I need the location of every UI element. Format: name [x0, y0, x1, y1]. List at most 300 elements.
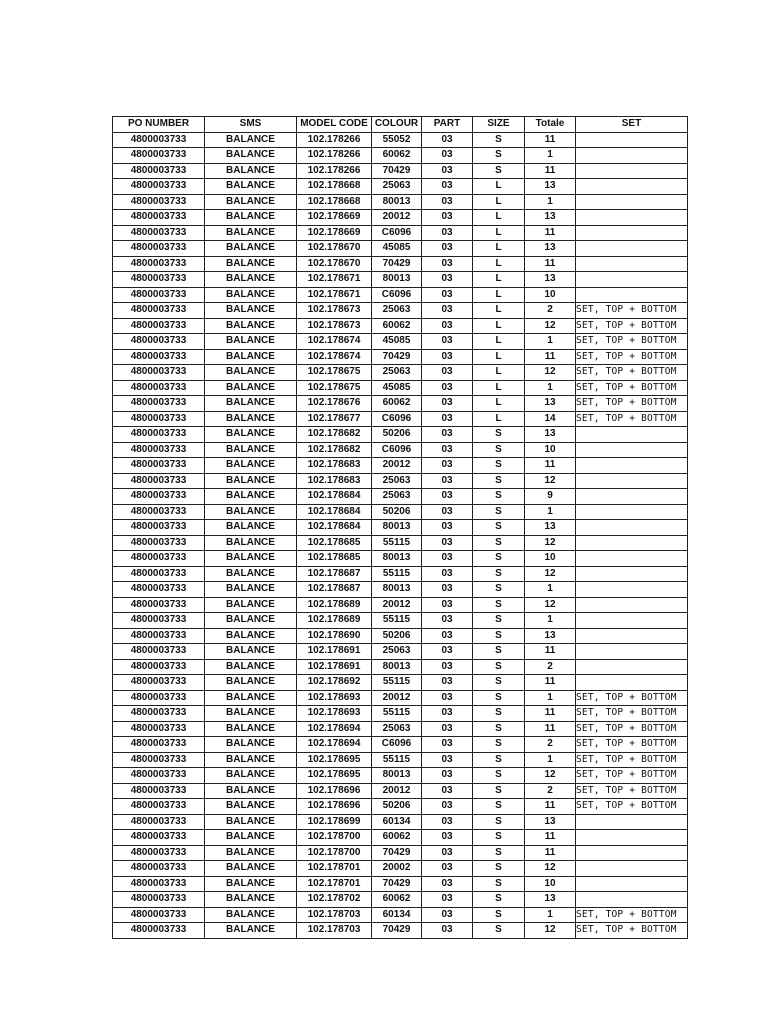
po-number-cell: 4800003733 [113, 566, 205, 582]
colour-cell: 45085 [372, 241, 422, 257]
set-cell [576, 892, 688, 908]
part-cell: 03 [422, 892, 473, 908]
colour-cell: 60062 [372, 396, 422, 412]
po-number-cell: 4800003733 [113, 458, 205, 474]
po-number-cell: 4800003733 [113, 814, 205, 830]
set-cell [576, 861, 688, 877]
colour-cell: 50206 [372, 628, 422, 644]
totale-cell: 13 [525, 210, 576, 226]
colour-cell: 70429 [372, 163, 422, 179]
set-cell: SET, TOP + BOTTOM [576, 380, 688, 396]
totale-cell: 1 [525, 907, 576, 923]
table-row [113, 861, 688, 877]
po-number-cell: 4800003733 [113, 628, 205, 644]
colour-cell: C6096 [372, 411, 422, 427]
sms-cell: BALANCE [205, 349, 297, 365]
set-cell [576, 225, 688, 241]
part-cell: 03 [422, 752, 473, 768]
colour-cell: C6096 [372, 287, 422, 303]
model-code-cell: 102.178692 [297, 675, 372, 691]
sms-cell: BALANCE [205, 582, 297, 598]
part-cell: 03 [422, 907, 473, 923]
table-row [113, 318, 688, 334]
totale-cell: 12 [525, 597, 576, 613]
set-cell [576, 644, 688, 660]
size-cell: S [473, 551, 525, 567]
sms-cell: BALANCE [205, 923, 297, 939]
set-cell: SET, TOP + BOTTOM [576, 706, 688, 722]
set-cell: SET, TOP + BOTTOM [576, 721, 688, 737]
part-cell: 03 [422, 256, 473, 272]
part-cell: 03 [422, 520, 473, 536]
po-number-cell: 4800003733 [113, 349, 205, 365]
totale-cell: 11 [525, 675, 576, 691]
totale-cell: 10 [525, 876, 576, 892]
set-cell [576, 675, 688, 691]
size-cell: S [473, 489, 525, 505]
table-row [113, 876, 688, 892]
sms-cell: BALANCE [205, 411, 297, 427]
model-code-cell: 102.178668 [297, 194, 372, 210]
model-code-cell: 102.178703 [297, 923, 372, 939]
sms-cell: BALANCE [205, 535, 297, 551]
totale-cell: 10 [525, 287, 576, 303]
table-row [113, 396, 688, 412]
set-cell: SET, TOP + BOTTOM [576, 768, 688, 784]
size-cell: S [473, 721, 525, 737]
totale-cell: 2 [525, 303, 576, 319]
table-row [113, 799, 688, 815]
model-code-cell: 102.178685 [297, 551, 372, 567]
po-number-cell: 4800003733 [113, 411, 205, 427]
totale-cell: 1 [525, 752, 576, 768]
part-cell: 03 [422, 194, 473, 210]
model-code-cell: 102.178693 [297, 690, 372, 706]
set-cell [576, 194, 688, 210]
header-set: SET [576, 117, 688, 133]
part-cell: 03 [422, 442, 473, 458]
part-cell: 03 [422, 504, 473, 520]
totale-cell: 14 [525, 411, 576, 427]
size-cell: S [473, 442, 525, 458]
colour-cell: 45085 [372, 380, 422, 396]
table-row [113, 303, 688, 319]
table-row [113, 892, 688, 908]
set-cell [576, 566, 688, 582]
totale-cell: 13 [525, 179, 576, 195]
model-code-cell: 102.178689 [297, 597, 372, 613]
set-cell [576, 535, 688, 551]
table-row [113, 473, 688, 489]
model-code-cell: 102.178671 [297, 272, 372, 288]
table-row [113, 179, 688, 195]
totale-cell: 1 [525, 194, 576, 210]
part-cell: 03 [422, 396, 473, 412]
set-cell: SET, TOP + BOTTOM [576, 334, 688, 350]
sms-cell: BALANCE [205, 628, 297, 644]
colour-cell: 60062 [372, 830, 422, 846]
sms-cell: BALANCE [205, 241, 297, 257]
colour-cell: 55115 [372, 675, 422, 691]
set-cell [576, 442, 688, 458]
po-number-cell: 4800003733 [113, 737, 205, 753]
totale-cell: 13 [525, 396, 576, 412]
po-number-cell: 4800003733 [113, 334, 205, 350]
size-cell: S [473, 163, 525, 179]
colour-cell: 25063 [372, 365, 422, 381]
sms-cell: BALANCE [205, 473, 297, 489]
part-cell: 03 [422, 458, 473, 474]
colour-cell: 80013 [372, 551, 422, 567]
sms-cell: BALANCE [205, 194, 297, 210]
model-code-cell: 102.178700 [297, 830, 372, 846]
part-cell: 03 [422, 597, 473, 613]
colour-cell: 70429 [372, 845, 422, 861]
sms-cell: BALANCE [205, 132, 297, 148]
table-row [113, 923, 688, 939]
po-number-cell: 4800003733 [113, 706, 205, 722]
table-row [113, 427, 688, 443]
set-cell [576, 132, 688, 148]
part-cell: 03 [422, 628, 473, 644]
set-cell [576, 287, 688, 303]
set-cell: SET, TOP + BOTTOM [576, 690, 688, 706]
sms-cell: BALANCE [205, 256, 297, 272]
table-row [113, 644, 688, 660]
sms-cell: BALANCE [205, 442, 297, 458]
set-cell: SET, TOP + BOTTOM [576, 799, 688, 815]
part-cell: 03 [422, 272, 473, 288]
order-table [112, 116, 688, 939]
totale-cell: 1 [525, 380, 576, 396]
table-row [113, 907, 688, 923]
colour-cell: 50206 [372, 799, 422, 815]
sms-cell: BALANCE [205, 659, 297, 675]
size-cell: L [473, 241, 525, 257]
model-code-cell: 102.178702 [297, 892, 372, 908]
colour-cell: 80013 [372, 520, 422, 536]
sms-cell: BALANCE [205, 427, 297, 443]
model-code-cell: 102.178266 [297, 163, 372, 179]
set-cell [576, 628, 688, 644]
colour-cell: 50206 [372, 427, 422, 443]
colour-cell: 60134 [372, 907, 422, 923]
colour-cell: C6096 [372, 737, 422, 753]
part-cell: 03 [422, 659, 473, 675]
model-code-cell: 102.178687 [297, 582, 372, 598]
colour-cell: 25063 [372, 721, 422, 737]
sms-cell: BALANCE [205, 768, 297, 784]
table-header-row [113, 117, 688, 133]
table-row [113, 225, 688, 241]
set-cell: SET, TOP + BOTTOM [576, 923, 688, 939]
set-cell [576, 473, 688, 489]
part-cell: 03 [422, 380, 473, 396]
totale-cell: 2 [525, 783, 576, 799]
po-number-cell: 4800003733 [113, 659, 205, 675]
po-number-cell: 4800003733 [113, 582, 205, 598]
part-cell: 03 [422, 535, 473, 551]
model-code-cell: 102.178669 [297, 210, 372, 226]
table-row [113, 783, 688, 799]
colour-cell: 80013 [372, 659, 422, 675]
set-cell: SET, TOP + BOTTOM [576, 396, 688, 412]
table-row [113, 256, 688, 272]
part-cell: 03 [422, 148, 473, 164]
colour-cell: 20012 [372, 210, 422, 226]
set-cell [576, 458, 688, 474]
po-number-cell: 4800003733 [113, 768, 205, 784]
order-sheet [112, 116, 688, 939]
part-cell: 03 [422, 799, 473, 815]
totale-cell: 1 [525, 690, 576, 706]
model-code-cell: 102.178669 [297, 225, 372, 241]
totale-cell: 13 [525, 892, 576, 908]
model-code-cell: 102.178670 [297, 256, 372, 272]
totale-cell: 1 [525, 148, 576, 164]
colour-cell: 20012 [372, 690, 422, 706]
model-code-cell: 102.178677 [297, 411, 372, 427]
colour-cell: 80013 [372, 582, 422, 598]
size-cell: L [473, 411, 525, 427]
totale-cell: 12 [525, 473, 576, 489]
set-cell [576, 504, 688, 520]
size-cell: L [473, 334, 525, 350]
sms-cell: BALANCE [205, 287, 297, 303]
size-cell: S [473, 814, 525, 830]
totale-cell: 11 [525, 225, 576, 241]
po-number-cell: 4800003733 [113, 504, 205, 520]
size-cell: L [473, 318, 525, 334]
sms-cell: BALANCE [205, 504, 297, 520]
colour-cell: 80013 [372, 194, 422, 210]
po-number-cell: 4800003733 [113, 613, 205, 629]
part-cell: 03 [422, 737, 473, 753]
po-number-cell: 4800003733 [113, 256, 205, 272]
po-number-cell: 4800003733 [113, 489, 205, 505]
set-cell: SET, TOP + BOTTOM [576, 737, 688, 753]
part-cell: 03 [422, 721, 473, 737]
totale-cell: 1 [525, 582, 576, 598]
size-cell: S [473, 427, 525, 443]
po-number-cell: 4800003733 [113, 287, 205, 303]
table-row [113, 132, 688, 148]
size-cell: S [473, 613, 525, 629]
sms-cell: BALANCE [205, 520, 297, 536]
model-code-cell: 102.178696 [297, 799, 372, 815]
totale-cell: 1 [525, 613, 576, 629]
colour-cell: 80013 [372, 768, 422, 784]
table-row [113, 535, 688, 551]
set-cell [576, 179, 688, 195]
part-cell: 03 [422, 768, 473, 784]
po-number-cell: 4800003733 [113, 427, 205, 443]
part-cell: 03 [422, 318, 473, 334]
size-cell: S [473, 644, 525, 660]
table-row [113, 659, 688, 675]
totale-cell: 9 [525, 489, 576, 505]
sms-cell: BALANCE [205, 179, 297, 195]
table-row [113, 551, 688, 567]
totale-cell: 12 [525, 923, 576, 939]
po-number-cell: 4800003733 [113, 318, 205, 334]
po-number-cell: 4800003733 [113, 132, 205, 148]
po-number-cell: 4800003733 [113, 845, 205, 861]
set-cell: SET, TOP + BOTTOM [576, 349, 688, 365]
table-row [113, 597, 688, 613]
colour-cell: 20012 [372, 783, 422, 799]
part-cell: 03 [422, 644, 473, 660]
sms-cell: BALANCE [205, 380, 297, 396]
table-row [113, 690, 688, 706]
table-row [113, 287, 688, 303]
table-row [113, 845, 688, 861]
colour-cell: 25063 [372, 303, 422, 319]
size-cell: S [473, 876, 525, 892]
part-cell: 03 [422, 225, 473, 241]
colour-cell: 80013 [372, 272, 422, 288]
po-number-cell: 4800003733 [113, 194, 205, 210]
colour-cell: 60062 [372, 148, 422, 164]
set-cell [576, 597, 688, 613]
sms-cell: BALANCE [205, 551, 297, 567]
model-code-cell: 102.178701 [297, 861, 372, 877]
model-code-cell: 102.178690 [297, 628, 372, 644]
table-row [113, 163, 688, 179]
po-number-cell: 4800003733 [113, 380, 205, 396]
size-cell: S [473, 706, 525, 722]
sms-cell: BALANCE [205, 489, 297, 505]
colour-cell: 55115 [372, 613, 422, 629]
totale-cell: 11 [525, 163, 576, 179]
model-code-cell: 102.178684 [297, 489, 372, 505]
set-cell [576, 876, 688, 892]
part-cell: 03 [422, 427, 473, 443]
totale-cell: 13 [525, 520, 576, 536]
table-row [113, 675, 688, 691]
size-cell: S [473, 659, 525, 675]
colour-cell: 50206 [372, 504, 422, 520]
model-code-cell: 102.178687 [297, 566, 372, 582]
model-code-cell: 102.178701 [297, 876, 372, 892]
model-code-cell: 102.178682 [297, 442, 372, 458]
table-row [113, 365, 688, 381]
po-number-cell: 4800003733 [113, 179, 205, 195]
sms-cell: BALANCE [205, 644, 297, 660]
sms-cell: BALANCE [205, 148, 297, 164]
set-cell [576, 830, 688, 846]
po-number-cell: 4800003733 [113, 365, 205, 381]
colour-cell: 25063 [372, 473, 422, 489]
sms-cell: BALANCE [205, 272, 297, 288]
colour-cell: 55115 [372, 566, 422, 582]
model-code-cell: 102.178703 [297, 907, 372, 923]
sms-cell: BALANCE [205, 675, 297, 691]
po-number-cell: 4800003733 [113, 520, 205, 536]
po-number-cell: 4800003733 [113, 163, 205, 179]
totale-cell: 11 [525, 830, 576, 846]
set-cell [576, 272, 688, 288]
table-row [113, 349, 688, 365]
set-cell [576, 520, 688, 536]
sms-cell: BALANCE [205, 225, 297, 241]
totale-cell: 12 [525, 535, 576, 551]
colour-cell: 70429 [372, 923, 422, 939]
colour-cell: 25063 [372, 644, 422, 660]
model-code-cell: 102.178682 [297, 427, 372, 443]
size-cell: L [473, 303, 525, 319]
size-cell: L [473, 380, 525, 396]
part-cell: 03 [422, 861, 473, 877]
size-cell: L [473, 272, 525, 288]
size-cell: S [473, 628, 525, 644]
table-row [113, 458, 688, 474]
model-code-cell: 102.178699 [297, 814, 372, 830]
part-cell: 03 [422, 489, 473, 505]
size-cell: S [473, 783, 525, 799]
model-code-cell: 102.178673 [297, 318, 372, 334]
table-row [113, 721, 688, 737]
po-number-cell: 4800003733 [113, 241, 205, 257]
header-totale: Totale [525, 117, 576, 133]
size-cell: S [473, 768, 525, 784]
po-number-cell: 4800003733 [113, 535, 205, 551]
part-cell: 03 [422, 551, 473, 567]
header-po-number: PO NUMBER [113, 117, 205, 133]
sms-cell: BALANCE [205, 365, 297, 381]
model-code-cell: 102.178670 [297, 241, 372, 257]
sms-cell: BALANCE [205, 396, 297, 412]
sms-cell: BALANCE [205, 876, 297, 892]
table-row [113, 504, 688, 520]
po-number-cell: 4800003733 [113, 907, 205, 923]
set-cell [576, 613, 688, 629]
size-cell: S [473, 520, 525, 536]
totale-cell: 11 [525, 644, 576, 660]
totale-cell: 11 [525, 845, 576, 861]
totale-cell: 13 [525, 628, 576, 644]
size-cell: S [473, 458, 525, 474]
part-cell: 03 [422, 241, 473, 257]
set-cell: SET, TOP + BOTTOM [576, 365, 688, 381]
table-row [113, 830, 688, 846]
sms-cell: BALANCE [205, 163, 297, 179]
size-cell: L [473, 194, 525, 210]
part-cell: 03 [422, 675, 473, 691]
size-cell: L [473, 179, 525, 195]
model-code-cell: 102.178695 [297, 752, 372, 768]
sms-cell: BALANCE [205, 303, 297, 319]
size-cell: L [473, 396, 525, 412]
sms-cell: BALANCE [205, 334, 297, 350]
totale-cell: 13 [525, 272, 576, 288]
model-code-cell: 102.178685 [297, 535, 372, 551]
colour-cell: 70429 [372, 256, 422, 272]
po-number-cell: 4800003733 [113, 830, 205, 846]
model-code-cell: 102.178694 [297, 737, 372, 753]
totale-cell: 2 [525, 659, 576, 675]
colour-cell: 20012 [372, 597, 422, 613]
size-cell: S [473, 690, 525, 706]
part-cell: 03 [422, 210, 473, 226]
part-cell: 03 [422, 566, 473, 582]
po-number-cell: 4800003733 [113, 210, 205, 226]
po-number-cell: 4800003733 [113, 861, 205, 877]
po-number-cell: 4800003733 [113, 644, 205, 660]
colour-cell: 20012 [372, 458, 422, 474]
part-cell: 03 [422, 473, 473, 489]
size-cell: S [473, 132, 525, 148]
